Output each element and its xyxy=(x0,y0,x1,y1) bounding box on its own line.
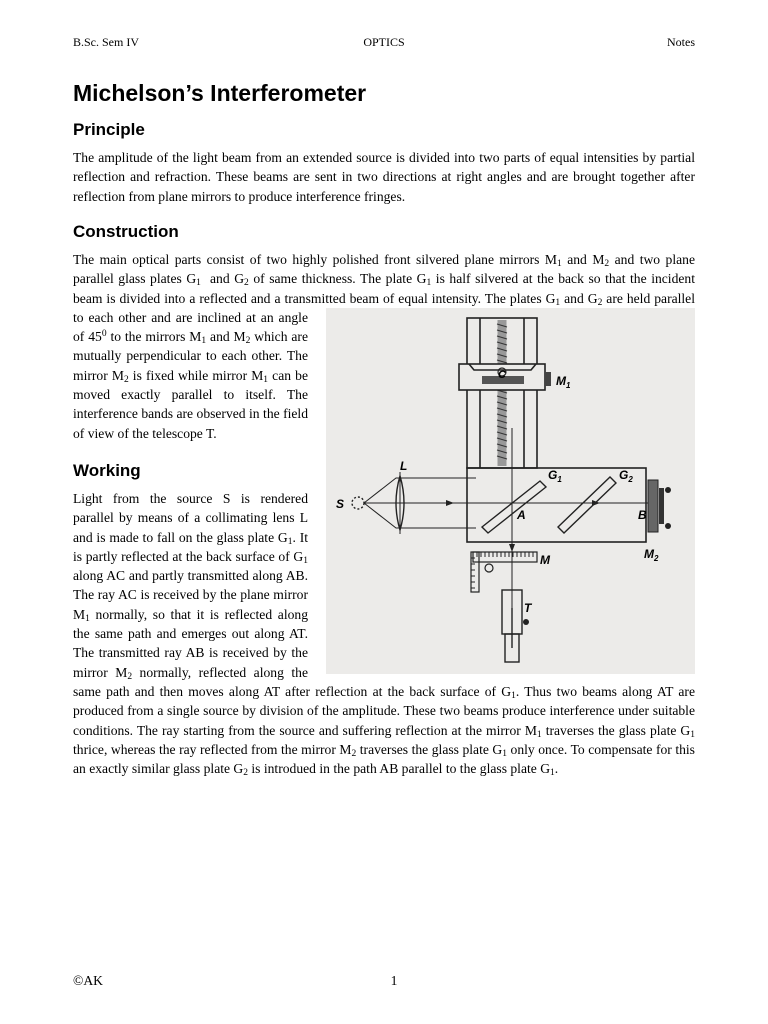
label-g2: $G_2$ xyxy=(619,467,633,484)
label-s: S xyxy=(336,496,345,511)
principle-paragraph: The amplitude of the light beam from an extended source is divided into two parts of equal intensities by partial reflection and refraction. These beams are sent in two directions at right angles and are brought together after reflection from plane mirrors to produce interference fringes. xyxy=(73,150,695,204)
label-m: M xyxy=(540,552,550,567)
label-m1: $M_1$ xyxy=(556,373,571,390)
label-m2: $M_2$ xyxy=(644,546,659,563)
header-subject: OPTICS xyxy=(363,35,405,49)
header-course: B.Sc. Sem IV xyxy=(73,35,139,49)
interferometer-diagram xyxy=(326,308,695,674)
page-number: 1 xyxy=(390,973,398,988)
label-t: T xyxy=(524,600,532,615)
principle-section xyxy=(73,120,695,206)
document-page xyxy=(73,0,695,1024)
principle-heading: Principle xyxy=(73,120,145,139)
interferometer-figure xyxy=(326,308,695,674)
label-a: A xyxy=(517,507,526,522)
construction-paragraph: The main optical parts consist of two highly polished front silvered plane mirrors $M_1$ and $M_2$ and two plane parallel glass plates $G_1$ and $G_2$ of same thickness. The plate $G_1$ is half silvered at the back so that the incident beam is divided into a reflected and a transmitted beam of equal intensity. The C $M_1$ $M_2$ $G_1$ $G_2$ S L A B M T plates $G_1$ and $G_2$ are held parallel to each other and are inclined at an angle of $45^0$ to the mirrors $M_1$ and $M_2$ which are mutually perpendicular to each other. The mirror $M_2$ is fixed while mirror $M_1$ can be moved exactly parallel to itself. The interference bands are observed in the field of view of the telescope T. xyxy=(73,250,695,443)
construction-working-section xyxy=(73,222,695,778)
label-l: L xyxy=(400,458,408,473)
label-g1: $G_1$ xyxy=(548,467,562,484)
working-heading: Working xyxy=(73,460,141,480)
header-notes: Notes xyxy=(667,35,695,49)
page-title: Michelson’s Interferometer xyxy=(73,80,367,106)
label-c: C xyxy=(498,368,506,381)
label-b: B xyxy=(638,507,647,522)
working-paragraph: Light from the source S is rendered parallel by means of a collimating lens L and is made to fall on the glass plate $G_1$. It is partly reflected at the back surface of $G_1$ along AC and partly transmitted along AB. The ray AC is received by the plane mirror $M_1$ normally, so that it is reflected along the same path and emerges out along AT. The transmitted ray AB is received by the mirror $M_2$ normally, reflected along the same path and then moves along AT after reflection at the back surface of $G_1$. Thus two beams along AT are produced from a single source by division of the amplitude. These two beams produce interference under suitable conditions. The ray starting from the source and suffering reflection at the mirror $M_1$ traverses the glass plate $G_1$ thrice, whereas the ray reflected from the mirror $M_2$ traverses the glass plate $G_1$ only once. To compensate for this an exactly similar glass plate $G_2$ is introdued in the path AB parallel to the glass plate $G_1$. xyxy=(73,490,695,779)
construction-heading: Construction xyxy=(73,222,179,241)
footer-copyright: ©AK xyxy=(73,973,103,988)
